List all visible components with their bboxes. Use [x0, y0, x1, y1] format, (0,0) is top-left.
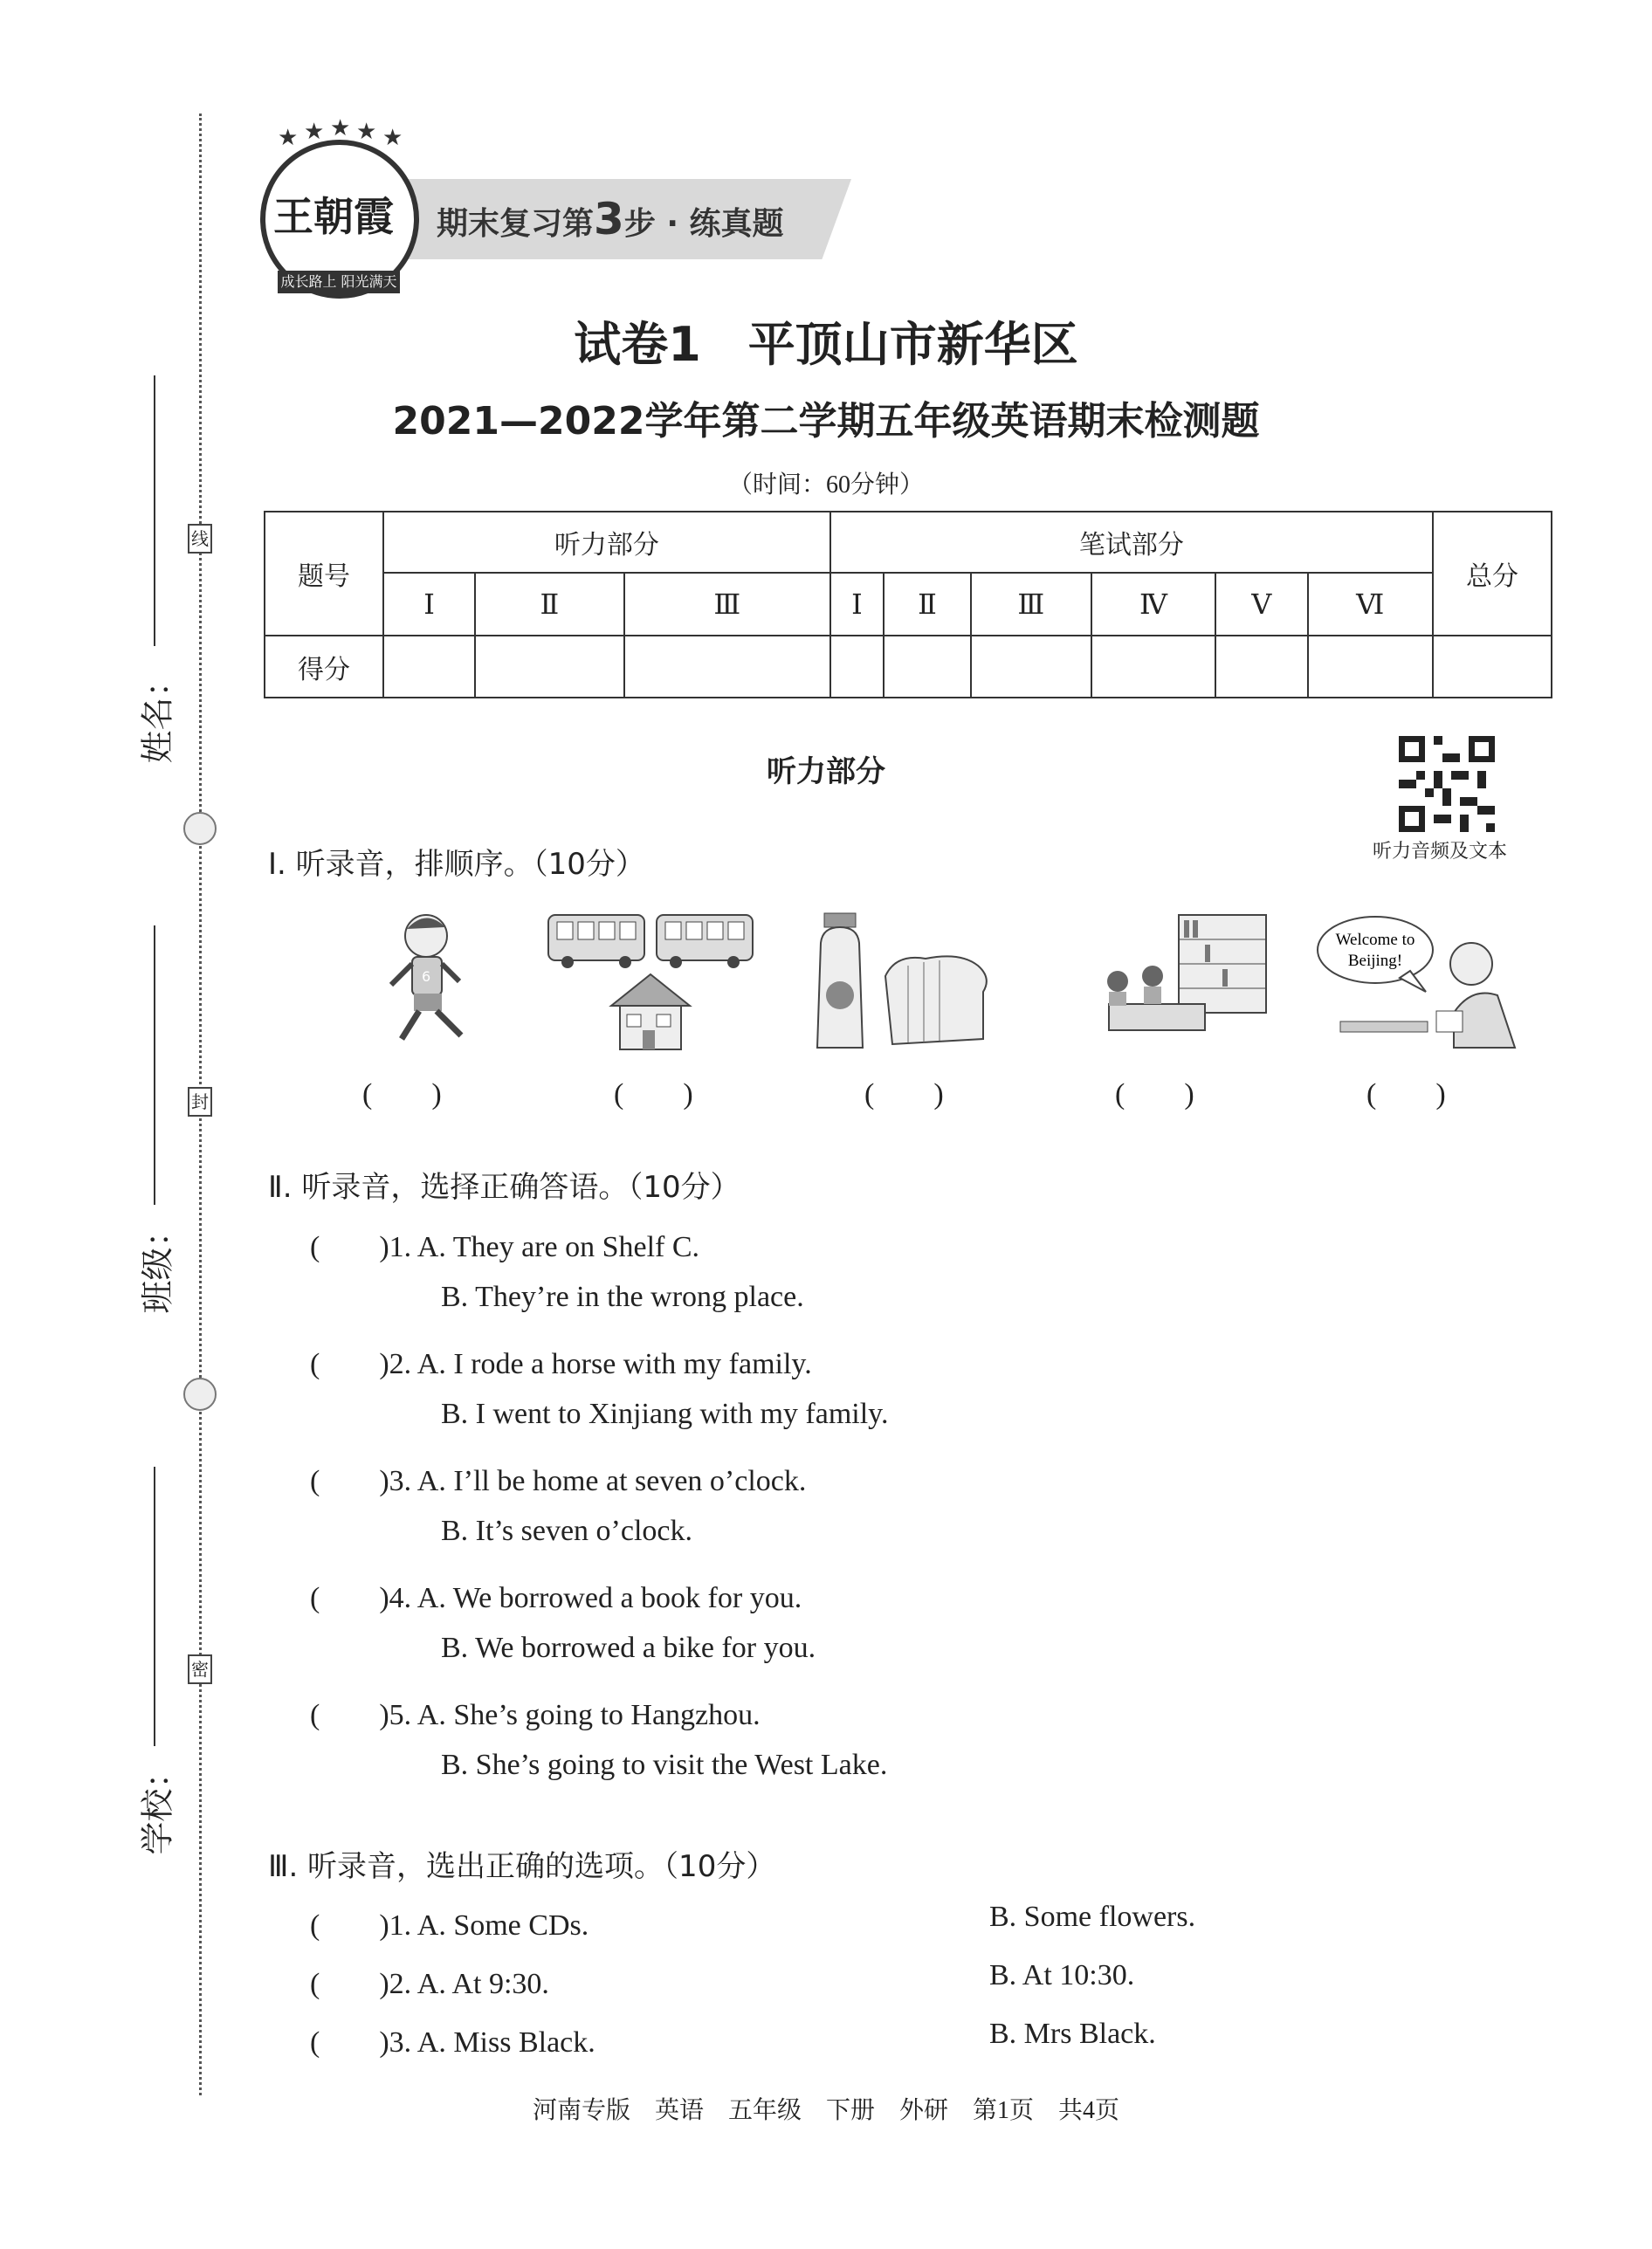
bubble-line-2: Beijing! — [1347, 952, 1403, 970]
q1-answer-slot[interactable]: ( ) — [864, 1078, 944, 1111]
page-footer: 河南专版 英语 五年级 下册 外研 第1页 共4页 — [532, 2097, 1119, 2124]
score-cell[interactable] — [1091, 636, 1216, 698]
svg-text:6: 6 — [422, 968, 431, 985]
score-cell[interactable] — [383, 636, 475, 698]
listening-col: Ⅱ — [475, 573, 624, 636]
qr-code-icon[interactable] — [1399, 736, 1495, 832]
score-cell[interactable] — [1308, 636, 1434, 698]
writing-col: Ⅴ — [1215, 573, 1307, 636]
star-icon: ★ — [278, 125, 299, 150]
listening-section-heading: 听力部分 — [767, 754, 885, 789]
score-cell[interactable] — [884, 636, 971, 698]
writing-col: Ⅰ — [830, 573, 884, 636]
seal-char-mi: 密 — [188, 1654, 212, 1684]
margin-ornament-icon — [183, 812, 217, 845]
exam-title: 试卷1 平顶山市新华区 — [574, 317, 1078, 372]
listening-header: 听力部分 — [383, 512, 830, 573]
qr-caption: 听力音频及文本 — [1373, 841, 1508, 863]
star-icon: ★ — [356, 119, 377, 144]
class-fill-line[interactable] — [154, 925, 155, 1205]
q3-item-2-b[interactable]: B. At 10:30. — [989, 1959, 1135, 1991]
welcome-beijing-picture — [1314, 908, 1550, 1056]
school-label: 学校： — [138, 1755, 177, 1855]
q2-item-5-a[interactable]: ( )5. A. She’s going to Hangzhou. — [310, 1699, 761, 1731]
q2-item-2-a[interactable]: ( )2. A. I rode a horse with my family. — [310, 1348, 812, 1380]
margin-ornament-icon — [183, 1378, 217, 1411]
star-icon: ★ — [382, 125, 403, 150]
q2-item-3-a[interactable]: ( )3. A. I’ll be home at seven o’clock. — [310, 1465, 807, 1497]
milk-and-bread-picture — [812, 908, 1013, 1056]
q3-item-1-a[interactable]: ( )1. A. Some CDs. — [310, 1909, 589, 1942]
score-cell[interactable] — [1433, 636, 1552, 698]
score-cell[interactable] — [475, 636, 624, 698]
bubble-line-1: Welcome to — [1335, 931, 1415, 949]
bus-and-house-picture — [541, 908, 760, 1056]
star-icon: ★ — [330, 115, 351, 141]
q1-heading: Ⅰ. 听录音，排顺序。（10分） — [268, 847, 645, 882]
writing-col: Ⅲ — [971, 573, 1091, 636]
q1-answer-slot[interactable]: ( ) — [362, 1078, 442, 1111]
q3-item-3-a[interactable]: ( )3. A. Miss Black. — [310, 2026, 595, 2059]
q1-answer-slot[interactable]: ( ) — [1366, 1078, 1446, 1111]
q2-heading: Ⅱ. 听录音，选择正确答语。（10分） — [268, 1170, 740, 1205]
exam-subtitle: 2021—2022学年第二学期五年级英语期末检测题 — [392, 399, 1260, 444]
q2-item-1-b[interactable]: B. They’re in the wrong place. — [441, 1281, 804, 1313]
library-picture — [1083, 908, 1275, 1056]
q1-answer-slot[interactable]: ( ) — [1115, 1078, 1194, 1111]
writing-header: 笔试部分 — [830, 512, 1433, 573]
score-cell[interactable] — [624, 636, 830, 698]
score-label: 得分 — [265, 636, 383, 698]
banner-text: 期末复习第3步 · 练真题 — [437, 194, 784, 244]
writing-col: Ⅵ — [1308, 573, 1434, 636]
q2-item-3-b[interactable]: B. It’s seven o’clock. — [441, 1515, 692, 1547]
q2-item-4-a[interactable]: ( )4. A. We borrowed a book for you. — [310, 1582, 802, 1614]
score-cell[interactable] — [1215, 636, 1307, 698]
star-icon: ★ — [304, 119, 325, 144]
boy-running-picture — [375, 908, 489, 1056]
q2-item-1-a[interactable]: ( )1. A. They are on Shelf C. — [310, 1231, 700, 1263]
q2-item-5-b[interactable]: B. She’s going to visit the West Lake. — [441, 1749, 888, 1781]
class-label: 班级： — [138, 1214, 177, 1314]
q2-item-4-b[interactable]: B. We borrowed a bike for you. — [441, 1632, 816, 1664]
q3-item-2-a[interactable]: ( )2. A. At 9:30. — [310, 1968, 549, 2000]
q3-heading: Ⅲ. 听录音，选出正确的选项。（10分） — [268, 1849, 776, 1884]
q3-item-1-b[interactable]: B. Some flowers. — [989, 1901, 1196, 1933]
score-table — [264, 511, 1552, 698]
listening-col: Ⅰ — [383, 573, 475, 636]
q3-item-3-b[interactable]: B. Mrs Black. — [989, 2018, 1156, 2050]
q1-answer-slot[interactable]: ( ) — [614, 1078, 693, 1111]
listening-col: Ⅲ — [624, 573, 830, 636]
brand-ribbon: 成长路上 阳光满天 — [278, 271, 400, 293]
exam-time: （时间：60分钟） — [727, 471, 924, 499]
writing-col: Ⅳ — [1091, 573, 1216, 636]
name-label: 姓名： — [138, 664, 177, 764]
total-header: 总分 — [1433, 512, 1552, 636]
question-number-label: 题号 — [265, 512, 383, 636]
school-fill-line[interactable] — [154, 1467, 155, 1746]
q2-item-2-b[interactable]: B. I went to Xinjiang with my family. — [441, 1398, 889, 1430]
brand-name: 王朝霞 — [273, 193, 394, 240]
score-cell[interactable] — [971, 636, 1091, 698]
seal-char-xian: 线 — [188, 524, 212, 554]
score-cell[interactable] — [830, 636, 884, 698]
writing-col: Ⅱ — [884, 573, 971, 636]
seal-char-feng: 封 — [188, 1087, 212, 1117]
